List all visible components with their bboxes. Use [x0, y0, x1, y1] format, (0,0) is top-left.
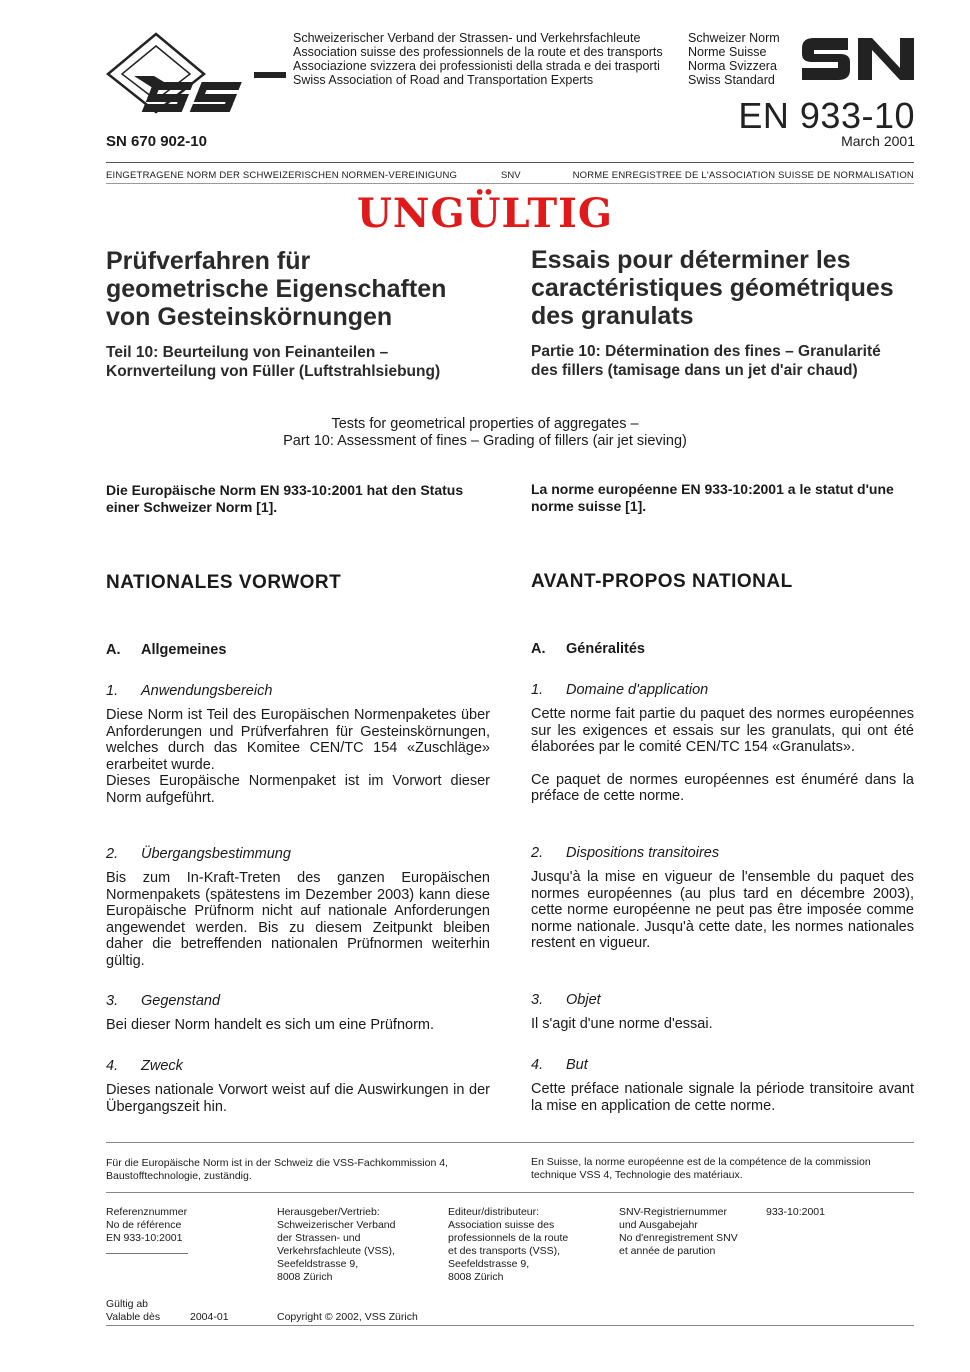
foreword-heading-de: NATIONALES VORWORT: [106, 572, 342, 593]
item-heading-de-3: [106, 993, 490, 1009]
sn-standard-number: SN 670 902-10: [106, 133, 207, 150]
subtitle-fr-line: Partie 10: Détermination des fines – Granularité: [531, 343, 881, 360]
item-heading-fr-3: [531, 992, 914, 1008]
section-title: Allgemeines: [141, 642, 227, 658]
status-statement-fr: La norme européenne EN 933-10:2001 a le statut d'une norme suisse [1].: [531, 481, 894, 514]
reference-label-fr: No de référence: [106, 1219, 182, 1231]
title-en-line: Part 10: Assessment of fines – Grading of fillers (air jet sieving): [283, 433, 687, 449]
publisher-line: Association suisse des: [448, 1219, 555, 1231]
item-number: 1.: [106, 683, 119, 699]
competence-note-fr: En Suisse, la norme européenne est de la compétence de la commission technique VSS 4, Technologie des matériaux.: [531, 1156, 871, 1181]
vss-logo: [104, 32, 286, 114]
subtitle-fr-line: des fillers (tamisage dans un jet d'air chaud): [531, 361, 858, 379]
valid-label-fr: Valable dès: [106, 1311, 161, 1323]
item-body-fr-1: [531, 706, 914, 805]
item-heading-fr-1: [531, 682, 914, 698]
paragraph: Dieses nationale Vorwort weist auf die Auswirkungen in der Übergangszeit hin.: [106, 1082, 490, 1115]
reference-label-de: Referenznummer: [106, 1206, 188, 1218]
paragraph: Jusqu'à la mise en vigueur de l'ensemble du paquet des normes européennes (au plus tard en décembre 2003), cette norme européenne ne peut pas être imposée comme norme nationale. Jusqu'à cette date, les normes nationales restent en vigueur.: [531, 869, 914, 951]
registration-label-line: No d'enregistrement SNV: [619, 1232, 738, 1244]
paragraph: Dieses Europäische Normenpaket ist im Vorwort dieser Norm aufgeführt.: [106, 773, 490, 806]
copyright: Copyright © 2002, VSS Zürich: [277, 1311, 418, 1323]
publisher-line: Verkehrsfachleute (VSS),: [277, 1245, 395, 1257]
standard-type-de: Schweizer Norm: [688, 31, 780, 45]
header-rule-bottom: [106, 183, 914, 184]
section-heading-de: [106, 642, 490, 658]
footer-rule-top: [106, 1142, 914, 1143]
publisher-line: 8008 Zürich: [448, 1271, 504, 1283]
publisher-line: Herausgeber/Vertrieb:: [277, 1206, 380, 1218]
paragraph: Il s'agit d'une norme d'essai.: [531, 1016, 713, 1032]
org-name-it: Associazione svizzera dei professionisti della strada e dei trasporti: [293, 59, 660, 73]
publisher-line: Seefeldstrasse 9,: [277, 1258, 359, 1270]
invalid-stamp: UNGÜLTIG: [357, 190, 613, 237]
publisher-line: Schweizerischer Verband: [277, 1219, 396, 1231]
valid-from-value: 2004-01: [190, 1311, 229, 1323]
paragraph: Bis zum In-Kraft-Treten des ganzen Europäischen Normenpakets (spätestens im Dezember 2003) kann diese Europäische Prüfnorm nicht auf nationale Anforderungen angewendet werden. Bis zu diesem Zeitpunkt bleiben daher die betreffenden nationalen Prüfnormen weiterhin gültig.: [106, 870, 490, 969]
publisher-line: der Strassen- und: [277, 1232, 361, 1244]
section-letter: A.: [531, 641, 546, 657]
publisher-line: et des transports (VSS),: [448, 1245, 561, 1257]
snv-label: SNV: [501, 170, 521, 181]
registration-label-line: und Ausgabejahr: [619, 1219, 698, 1231]
item-body-de-1: [106, 707, 490, 806]
item-title: Objet: [566, 992, 601, 1008]
section-letter: A.: [106, 642, 121, 658]
paragraph: Cette préface nationale signale la période transitoire avant la mise en application de cette norme.: [531, 1081, 914, 1114]
status-statement-de: Die Europäische Norm EN 933-10:2001 hat den Status einer Schweizer Norm [1].: [106, 482, 464, 515]
foreword-heading-fr: AVANT-PROPOS NATIONAL: [531, 571, 793, 592]
paragraph: Ce paquet de normes européennes est énuméré dans la préface de cette norme.: [531, 771, 914, 804]
item-heading-fr-2: [531, 845, 914, 861]
item-heading-de-4: [106, 1058, 490, 1074]
item-title: Domaine d'application: [566, 682, 709, 698]
item-body-de-4: [106, 1082, 490, 1115]
standard-type-labels: [688, 31, 780, 87]
item-number: 2.: [531, 845, 544, 861]
item-body-de-3: [106, 1017, 490, 1034]
publisher-de: [277, 1206, 395, 1284]
subtitle-de: [106, 344, 506, 381]
reference-number: [106, 1206, 187, 1245]
reference-underline: [106, 1253, 188, 1254]
publisher-line: Editeur/distributeur:: [448, 1206, 540, 1218]
item-heading-de-2: [106, 846, 490, 862]
registration-label-line: SNV-Registriernummer: [619, 1206, 727, 1218]
publisher-fr: [448, 1206, 568, 1284]
title-fr-line: Essais pour déterminer les: [531, 246, 851, 274]
item-title: Übergangsbestimmung: [141, 846, 291, 862]
footer-rule-mid: [106, 1192, 914, 1193]
org-name-de: Schweizerischer Verband der Strassen- und Verkehrsfachleute: [293, 31, 641, 45]
header-rule-top: [106, 162, 914, 163]
item-number: 4.: [531, 1057, 544, 1073]
section-heading-fr: [531, 641, 914, 657]
sn-logo-mark: [800, 34, 916, 84]
item-heading-fr-4: [531, 1057, 914, 1073]
item-body-fr-3: [531, 1016, 914, 1033]
paragraph: Bei dieser Norm handelt es sich um eine Prüfnorm.: [106, 1017, 435, 1033]
item-title: Zweck: [141, 1058, 183, 1074]
registration-label-line: et année de parution: [619, 1245, 716, 1257]
registered-norm-de: EINGETRAGENE NORM DER SCHWEIZERISCHEN NORMEN-VEREINIGUNG: [106, 170, 458, 181]
reference-value: EN 933-10:2001: [106, 1232, 183, 1244]
publisher-line: Seefeldstrasse 9,: [448, 1258, 530, 1270]
title-en: [0, 416, 970, 450]
publication-date: March 2001: [841, 133, 915, 149]
competence-note-de: Für die Europäische Norm ist in der Schweiz die VSS-Fachkommission 4, Baustofftechnologie, zuständig.: [106, 1157, 448, 1182]
registered-norm-fr: NORME ENREGISTREE DE L'ASSOCIATION SUISSE DE NORMALISATION: [572, 170, 914, 181]
paragraph: Diese Norm ist Teil des Europäischen Normenpaketes über Anforderungen und Prüfverfahren für Gesteinskörnungen, welches durch das Komitee CEN/TC 154 «Zuschläge» erarbeitet wurde.: [106, 707, 490, 773]
item-title: Gegenstand: [141, 993, 221, 1009]
item-number: 3.: [106, 993, 119, 1009]
item-number: 3.: [531, 992, 544, 1008]
footer-rule-bottom: [106, 1325, 914, 1326]
snv-registration-value: 933-10:2001: [766, 1206, 825, 1218]
title-fr: [531, 246, 921, 330]
item-heading-de-1: [106, 683, 490, 699]
org-name-fr: Association suisse des professionnels de la route et des transports: [293, 45, 663, 59]
association-names: [293, 31, 663, 87]
standard-type-fr: Norme Suisse: [688, 45, 767, 59]
title-fr-line: des granulats: [531, 302, 694, 330]
title-fr-line: caractéristiques géométriques: [531, 274, 894, 302]
title-de-line: von Gesteinskörnungen: [106, 303, 393, 331]
en-standard-number: EN 933-10: [738, 95, 915, 136]
snv-registration-label: [619, 1206, 738, 1258]
item-body-fr-4: [531, 1081, 914, 1114]
item-number: 4.: [106, 1058, 119, 1074]
publisher-line: 8008 Zürich: [277, 1271, 333, 1283]
title-de-line: Prüfverfahren für: [106, 247, 311, 275]
standard-type-en: Swiss Standard: [688, 73, 775, 87]
item-title: But: [566, 1057, 588, 1073]
subtitle-de-line: Teil 10: Beurteilung von Feinanteilen –: [106, 344, 389, 361]
subtitle-fr: [531, 343, 921, 380]
title-en-line: Tests for geometrical properties of aggregates –: [331, 416, 639, 432]
item-number: 1.: [531, 682, 544, 698]
publisher-line: professionnels de la route: [448, 1232, 569, 1244]
section-title: Généralités: [566, 641, 645, 657]
item-title: Anwendungsbereich: [141, 683, 273, 699]
title-de: [106, 247, 506, 331]
subtitle-de-line: Kornverteilung von Füller (Luftstrahlsiebung): [106, 362, 441, 380]
item-body-fr-2: [531, 869, 914, 952]
item-number: 2.: [106, 846, 119, 862]
valid-label-de: Gültig ab: [106, 1298, 149, 1310]
item-body-de-2: [106, 870, 490, 969]
paragraph: Cette norme fait partie du paquet des normes européennes sur les exigences et essais sur les granulats, qui ont été élaborées par le comité CEN/TC 154 «Granulats».: [531, 706, 914, 755]
item-title: Dispositions transitoires: [566, 845, 720, 861]
standard-type-it: Norma Svizzera: [688, 59, 777, 73]
valid-from-labels: [106, 1298, 160, 1324]
org-name-en: Swiss Association of Road and Transportation Experts: [293, 73, 594, 87]
title-de-line: geometrische Eigenschaften: [106, 275, 447, 303]
